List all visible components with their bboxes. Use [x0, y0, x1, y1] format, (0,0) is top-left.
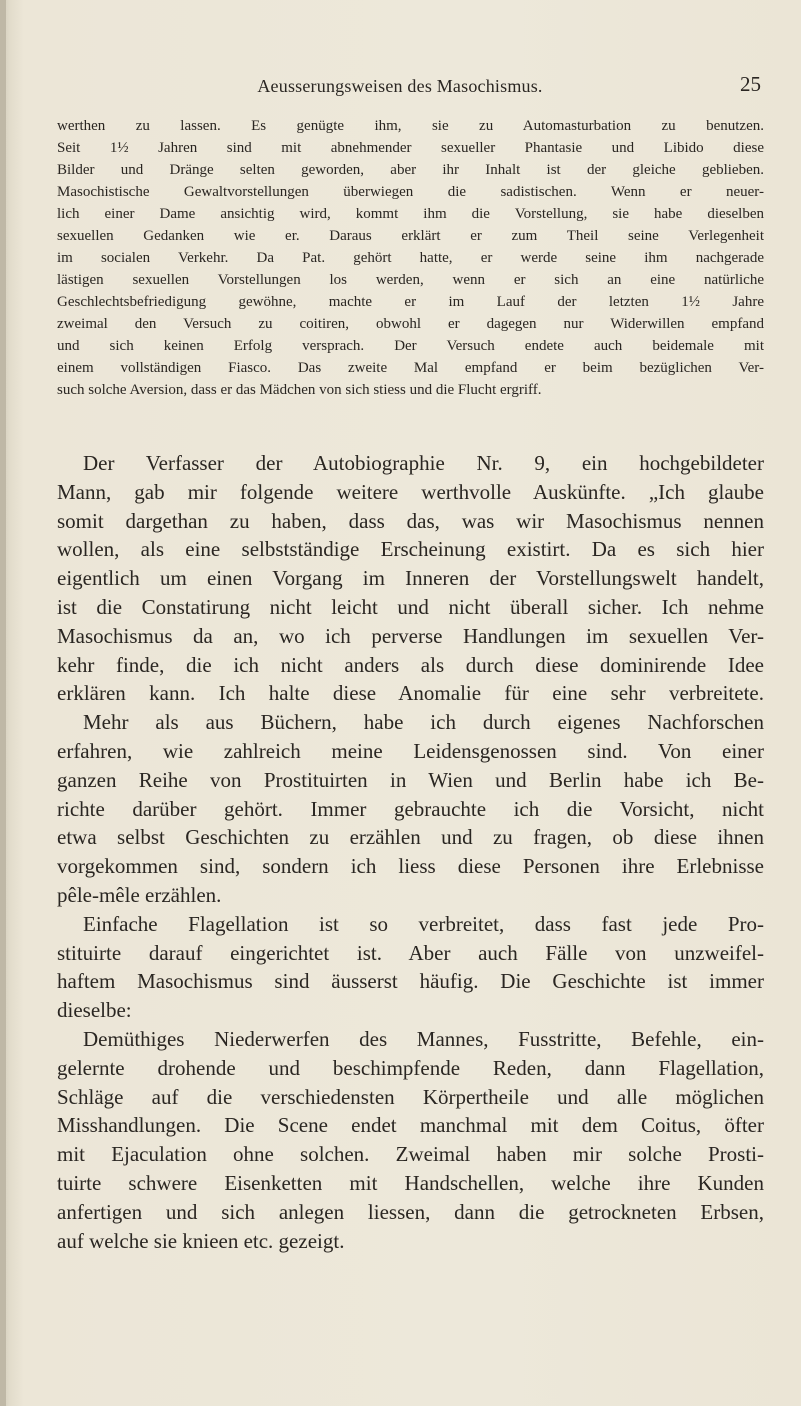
text-line: etwa selbst Geschichten zu erzählen und zu fragen, ob diese ihnen [57, 825, 764, 850]
text-line: pêle-mêle erzählen. [57, 882, 222, 907]
text-line: einem vollständigen Fiasco. Das zweite Mal empfand er beim bezüglichen Ver- [57, 360, 764, 376]
text-line: somit dargethan zu haben, dass das, was wir Masochismus nennen [57, 508, 764, 533]
running-title: Aeusserungsweisen des Masochismus. [257, 76, 543, 96]
text-line: Seit 1½ Jahren sind mit abnehmender sexueller Phantasie und Libido diese [57, 140, 764, 156]
text-line: werthen zu lassen. Es genügte ihm, sie zu Automasturbation zu benutzen. [57, 118, 764, 134]
text-line: und sich keinen Erfolg versprach. Der Versuch endete auch beidemale mit [57, 338, 764, 354]
text-line: stituirte darauf eingerichtet ist. Aber auch Fälle von unzweifel- [57, 940, 764, 965]
text-line: erfahren, wie zahlreich meine Leidensgenossen sind. Von einer [57, 738, 764, 763]
text-line: auf welche sie knieen etc. gezeigt. [57, 1228, 345, 1253]
text-line: ist die Constatirung nicht leicht und nicht überall sicher. Ich nehme [57, 594, 764, 619]
text-line: erklären kann. Ich halte diese Anomalie für eine sehr verbreitete. [57, 681, 764, 706]
text-line: Geschlechtsbefriedigung gewöhne, machte er im Lauf der letzten 1½ Jahre [57, 294, 764, 310]
text-line: Der Verfasser der Autobiographie Nr. 9, ein hochgebildeter [83, 451, 764, 475]
text-line: zweimal den Versuch zu coitiren, obwohl er dagegen nur Widerwillen empfand [57, 316, 764, 332]
text-line: richte darüber gehört. Immer gebrauchte ich die Vorsicht, nicht [57, 796, 764, 821]
text-line: Masochistische Gewaltvorstellungen überwiegen die sadistischen. Wenn er neuer- [57, 184, 764, 200]
text-line: Bilder und Dränge selten geworden, aber ihr Inhalt ist der gleiche geblieben. [57, 162, 764, 178]
text-line: Masochismus da an, wo ich perverse Handlungen im sexuellen Ver- [57, 623, 764, 648]
text-line: such solche Aversion, dass er das Mädchen von sich stiess und die Flucht ergriff. [57, 382, 542, 398]
autobiography-paragraph [57, 449, 764, 1255]
page-header [0, 72, 801, 100]
case-report-paragraph [57, 115, 764, 401]
text-line: im socialen Verkehr. Da Pat. gehört hatte, er werde seine ihm nachgerade [57, 250, 764, 266]
text-line: mit Ejaculation ohne solchen. Zweimal haben mir solche Prosti- [57, 1142, 764, 1167]
text-line: kehr finde, die ich nicht anders als durch diese dominirende Idee [57, 652, 764, 677]
text-line: tuirte schwere Eisenketten mit Handschellen, welche ihre Kunden [57, 1170, 764, 1195]
text-line: lich einer Dame ansichtig wird, kommt ihm die Vorstellung, sie habe dieselben [57, 206, 764, 222]
text-line: Schläge auf die verschiedensten Körpertheile und alle möglichen [57, 1084, 764, 1109]
text-line: gelernte drohende und beschimpfende Reden, dann Flagellation, [57, 1055, 764, 1080]
text-line: sexuellen Gedanken wie er. Daraus erklärt er zum Theil seine Verlegenheit [57, 228, 764, 244]
text-line: Mann, gab mir folgende weitere werthvolle Auskünfte. „Ich glaube [57, 479, 764, 504]
text-line: Demüthiges Niederwerfen des Mannes, Fusstritte, Befehle, ein- [83, 1026, 764, 1051]
text-line: Misshandlungen. Die Scene endet manchmal mit dem Coitus, öfter [57, 1113, 764, 1138]
text-line: wollen, als eine selbstständige Erscheinung existirt. Da es sich hier [57, 537, 764, 562]
page-binding-edge [0, 0, 6, 1406]
text-line: Einfache Flagellation ist so verbreitet, dass fast jede Pro- [83, 911, 764, 936]
text-line: haftem Masochismus sind äusserst häufig. Die Geschichte ist immer [57, 969, 764, 994]
text-line: dieselbe: [57, 998, 132, 1023]
page-number: 25 [740, 72, 761, 96]
text-line: ganzen Reihe von Prostituirten in Wien und Berlin habe ich Be- [57, 767, 764, 792]
text-line: vorgekommen sind, sondern ich liess diese Personen ihre Erlebnisse [57, 854, 764, 879]
text-line: lästigen sexuellen Vorstellungen los werden, wenn er sich an eine natürliche [57, 272, 764, 288]
text-line: Mehr als aus Büchern, habe ich durch eigenes Nachforschen [83, 710, 764, 735]
text-line: anfertigen und sich anlegen liessen, dann die getrockneten Erbsen, [57, 1199, 764, 1224]
text-line: eigentlich um einen Vorgang im Inneren der Vorstellungswelt handelt, [57, 566, 764, 591]
